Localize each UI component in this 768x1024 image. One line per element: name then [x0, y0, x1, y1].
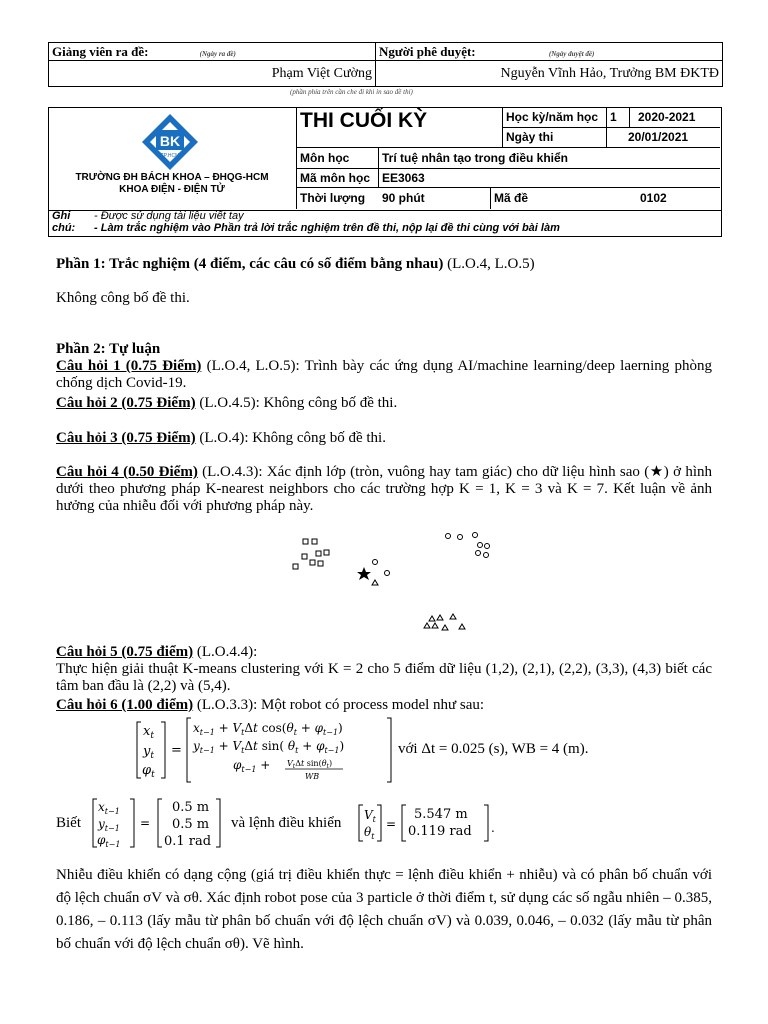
q3-text: (L.O.4): Không công bố đề thi.: [195, 430, 386, 446]
q1-title: Câu hỏi 1 (0.75 Điểm): [56, 358, 202, 374]
lecturer-name: Phạm Việt Cường: [271, 65, 372, 81]
lecturer-label: Giảng viên ra đề:: [52, 43, 149, 59]
note-label-1: Ghi: [52, 210, 71, 222]
question-2: [56, 395, 712, 412]
prev-y-value: 0.5 m: [172, 817, 210, 832]
semester-value: 1: [610, 110, 617, 124]
course-code-value: EE3063: [382, 171, 425, 185]
question-5: [56, 644, 712, 661]
exam-title: THI CUỐI KỲ: [300, 109, 428, 132]
q6-final-text: Nhiễu điều khiển có dạng cộng (giá trị điều khiển thực = lệnh điều khiển + nhiễu) và có phân bố chuẩn với độ lệch chuẩn σV và σθ. Xác định robot pose của 3 particle ở thời điểm t, sử dụng các số ngẫu nhiên – 0.385, 0.186, – 0.113 (lấy mẫu từ phân bố chuẩn với độ lệch chuẩn σV) và 0.039, 0.046, – 0.032 (lấy mẫu từ phân bố chuẩn với độ lệch chuẩn σθ). Vẽ hình.: [56, 867, 712, 952]
question-1: [56, 358, 712, 392]
date-hint-1: (Ngày ra đề): [199, 49, 236, 58]
subject-value: Trí tuệ nhân tạo trong điều khiển: [382, 151, 569, 165]
approval-table: [48, 42, 723, 87]
exam-code-label: Mã đề: [494, 191, 529, 205]
q5-lo: (L.O.4.4):: [193, 644, 258, 660]
q6-condition: với Δt = 0.025 (s), WB = 4 (m).: [398, 741, 589, 757]
svg-text:φt−1: $\varphi_{t-1}$: [97, 833, 121, 849]
q2-text: (L.O.4.5): Không công bố đề thi.: [195, 395, 398, 411]
svg-text:θt: $\theta_t$: [364, 825, 375, 841]
circle-points: [373, 533, 490, 576]
note-1: - Được sử dụng tài liệu viết tay: [94, 210, 244, 222]
subject-label: Môn học: [300, 151, 350, 165]
question-6: [56, 697, 712, 714]
svg-text:.: .: [491, 821, 495, 835]
q2-title: Câu hỏi 2 (0.75 Điểm): [56, 395, 196, 411]
prev-x-value: 0.5 m: [172, 800, 210, 815]
date-label: Ngày thi: [506, 130, 554, 144]
q5-title: Câu hỏi 5 (0.75 điểm): [56, 644, 194, 660]
q1-text: (L.O.4, L.O.5): Trình bày các ứng dụng AI/machine learning/deep laerning phòng chống dịch Covid-19.: [56, 358, 712, 391]
q6-text: (L.O.3.3): Một robot có process model như sau:: [193, 697, 485, 713]
svg-text:=: =: [386, 817, 397, 831]
svg-text:φt: $\varphi_t$: [142, 763, 155, 780]
star-query-point: [357, 567, 371, 580]
process-model-equation: [135, 716, 395, 786]
date-hint-2: (Ngày duyệt đề): [548, 49, 595, 58]
part1-lo: (L.O.4, L.O.5): [443, 256, 535, 272]
ctrl-theta-value: 0.119 rad: [408, 824, 472, 839]
control-text: và lệnh điều khiển: [231, 815, 342, 831]
exam-date: 20/01/2021: [628, 130, 689, 144]
hide-note: (phần phía trên cần che đi khi in sao đề thi): [290, 88, 413, 96]
part1-title: Phần 1: Trắc nghiệm (4 điểm, các câu có số điểm bằng nhau): [56, 256, 444, 272]
part1-text: Không công bố đề thi.: [56, 290, 190, 306]
q5-text: Thực hiện giải thuật K-means clustering với K = 2 cho 5 điểm dữ liệu (1,2), (2,1), (2,2), (3,3), (4,3) biết các tâm ban đầu là (2,2) và (5,4).: [56, 661, 712, 694]
svg-text:xt−1 + VtΔt cos(θt + φt−1): $x_{t-1} + V_t\Delta t$ $\cos(\theta_t + \varphi_{t-1})$: [193, 721, 343, 737]
approver-label: Người phê duyệt:: [379, 43, 476, 59]
svg-text:WB: WB: [305, 772, 320, 781]
q3-title: Câu hỏi 3 (0.75 Điểm): [56, 430, 196, 446]
svg-text:Vt: $V_t$: [364, 808, 376, 824]
question-4: [56, 464, 712, 515]
course-code-label: Mã môn học: [300, 171, 371, 185]
svg-text:xt−1: $x_{t-1}$: [98, 800, 120, 816]
square-points: [293, 539, 329, 569]
question-3: [56, 430, 712, 447]
part1-heading: [56, 256, 712, 273]
approver-name: Nguyễn Vĩnh Hảo, Trưởng BM ĐKTĐ: [500, 65, 719, 81]
duration-value: 90 phút: [382, 191, 425, 205]
prev-phi-value: 0.1 rad: [164, 834, 212, 849]
biet-label: Biết: [56, 815, 81, 831]
note-2: - Làm trắc nghiệm vào Phần trả lời trắc nghiệm trên đề thi, nộp lại đề thi cùng với bài làm: [94, 222, 560, 234]
svg-text:VtΔt sin(θt): $V_t\Delta t$ $\sin(\theta_t)$: [287, 759, 333, 770]
q6-title: Câu hỏi 6 (1.00 điểm): [56, 697, 194, 713]
svg-text:yt−1 + VtΔt sin( θt + φt−1): $y_{t-1} + V_t\Delta t$ sin( $\theta_t + \varphi_{t-1}$): [193, 739, 345, 755]
svg-text:=: =: [171, 743, 182, 758]
school-name: TRƯỜNG ĐH BÁCH KHOA – ĐHQG-HCM: [75, 172, 269, 183]
note-label-2: chú:: [52, 222, 76, 234]
q4-title: Câu hỏi 4 (0.50 Điểm): [56, 464, 198, 480]
exam-code-value: 0102: [640, 191, 667, 205]
svg-text:φt−1 +: $\varphi_{t-1}$ +: [233, 758, 271, 774]
q4-text: (L.O.4.3): Xác định lớp (tròn, vuông hay tam giác) cho dữ liệu hình sao (★) ở hình dưới theo phương pháp K-nearest neighbors cho các trường hợp K = 1, K = 3 và K = 7. Kết luận về ảnh hưởng của nhiễu đối với phương pháp này.: [56, 464, 712, 514]
bk-logo-icon: [140, 112, 200, 172]
svg-text:=: =: [140, 816, 151, 830]
svg-text:yt−1: $y_{t-1}$: [98, 817, 120, 833]
faculty-name: KHOA ĐIỆN - ĐIỆN TỬ: [119, 184, 225, 195]
svg-text:xt: $x_t$: [143, 724, 154, 741]
school-logo: [140, 112, 200, 172]
knn-scatter-figure: [280, 525, 500, 640]
school-year: 2020-2021: [638, 110, 696, 124]
duration-label: Thời lượng: [300, 191, 366, 205]
triangle-points: [372, 580, 465, 630]
svg-text:yt: $y_t$: [143, 744, 154, 761]
logo-subtext: TP.HCM: [160, 153, 180, 159]
semester-label: Học kỳ/năm học: [506, 110, 599, 124]
part2-heading: Phần 2: Tự luận: [56, 341, 161, 357]
logo-text: BK: [159, 133, 181, 149]
ctrl-v-value: 5.547 m: [414, 807, 468, 822]
